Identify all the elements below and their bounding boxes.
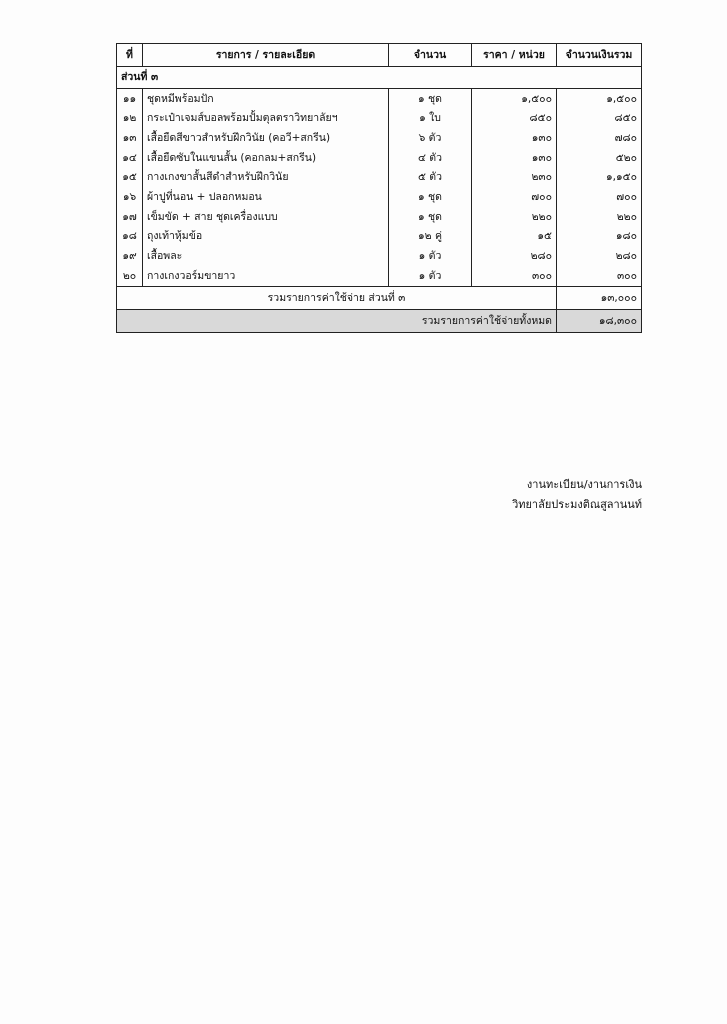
row-item: ชุดหมีพร้อมปัก: [143, 89, 389, 109]
row-item: เสื้อยืดสีขาวสำหรับฝึกวินัย (คอวี+สกรีน): [143, 128, 389, 148]
row-item: กางเกงวอร์มขายาว: [143, 266, 389, 286]
table-row: [117, 148, 642, 168]
row-price: ๓๐๐: [472, 266, 557, 286]
header-total: จำนวนเงินรวม: [557, 44, 642, 67]
row-item: กางเกงขาสั้นสีดำสำหรับฝึกวินัย: [143, 168, 389, 188]
row-no: ๑๕: [117, 168, 143, 188]
table-row: [117, 168, 642, 188]
grand-total-row: [117, 309, 642, 332]
section-total-row: [117, 286, 642, 309]
grand-total-label: รวมรายการค่าใช้จ่ายทั้งหมด: [117, 309, 557, 332]
table-row: [117, 247, 642, 267]
table-row: [117, 128, 642, 148]
signature-block: [512, 475, 642, 515]
column-header-row: [117, 44, 642, 67]
header-qty: จำนวน: [389, 44, 472, 67]
row-total: ๕๒๐: [557, 148, 642, 168]
section-label: ส่วนที่ ๓: [117, 67, 642, 89]
row-item: เสื้อพละ: [143, 247, 389, 267]
row-no: ๑๓: [117, 128, 143, 148]
row-item: ผ้าปูที่นอน + ปลอกหมอน: [143, 187, 389, 207]
row-qty: ๑ ชุด: [389, 187, 472, 207]
section-header-row: [117, 67, 642, 89]
row-total: ๒๒๐: [557, 207, 642, 227]
row-qty: ๖ ตัว: [389, 128, 472, 148]
grand-total-value: ๑๘,๓๐๐: [557, 309, 642, 332]
row-no: ๑๘: [117, 227, 143, 247]
row-no: ๑๗: [117, 207, 143, 227]
row-price: ๑๕: [472, 227, 557, 247]
row-total: ๑๘๐: [557, 227, 642, 247]
row-item: เสื้อยืดซับในแขนสั้น (คอกลม+สกรีน): [143, 148, 389, 168]
row-total: ๓๐๐: [557, 266, 642, 286]
section-total-value: ๑๓,๐๐๐: [557, 286, 642, 309]
row-qty: ๑ ชุด: [389, 89, 472, 109]
row-item: กระเป๋าเจมส์บอลพร้อมปั้มตุลตราวิทยาลัยฯ: [143, 109, 389, 129]
row-total: ๘๕๐: [557, 109, 642, 129]
row-no: ๑๒: [117, 109, 143, 129]
item-rows: [117, 89, 642, 287]
row-price: ๒๘๐: [472, 247, 557, 267]
table-row: [117, 187, 642, 207]
row-no: ๑๖: [117, 187, 143, 207]
table-row: [117, 89, 642, 109]
row-item: เข็มขัด + สาย ชุดเครื่องแบบ: [143, 207, 389, 227]
row-no: ๑๙: [117, 247, 143, 267]
row-price: ๑,๕๐๐: [472, 89, 557, 109]
header-no: ที่: [117, 44, 143, 67]
row-total: ๗๘๐: [557, 128, 642, 148]
row-price: ๘๕๐: [472, 109, 557, 129]
row-qty: ๕ ตัว: [389, 168, 472, 188]
row-total: ๑,๕๐๐: [557, 89, 642, 109]
row-qty: ๑๒ คู่: [389, 227, 472, 247]
header-item: รายการ / รายละเอียด: [143, 44, 389, 67]
row-qty: ๑ ตัว: [389, 266, 472, 286]
table-row: [117, 207, 642, 227]
table-row: [117, 109, 642, 129]
row-total: ๒๘๐: [557, 247, 642, 267]
row-price: ๒๒๐: [472, 207, 557, 227]
row-price: ๗๐๐: [472, 187, 557, 207]
row-qty: ๔ ตัว: [389, 148, 472, 168]
table-row: [117, 266, 642, 286]
row-no: ๒๐: [117, 266, 143, 286]
institution-name: วิทยาลัยประมงติณสูลานนท์: [512, 498, 642, 511]
row-no: ๑๑: [117, 89, 143, 109]
section-total-label: รวมรายการค่าใช้จ่าย ส่วนที่ ๓: [117, 286, 557, 309]
row-price: ๑๓๐: [472, 128, 557, 148]
header-price: ราคา / หน่วย: [472, 44, 557, 67]
row-no: ๑๔: [117, 148, 143, 168]
row-total: ๑,๑๕๐: [557, 168, 642, 188]
row-qty: ๑ ใบ: [389, 109, 472, 129]
row-total: ๗๐๐: [557, 187, 642, 207]
row-item: ถุงเท้าหุ้มข้อ: [143, 227, 389, 247]
row-qty: ๑ ตัว: [389, 247, 472, 267]
row-qty: ๑ ชุด: [389, 207, 472, 227]
table-row: [117, 227, 642, 247]
row-price: ๒๓๐: [472, 168, 557, 188]
expense-table: [116, 43, 642, 333]
department-name: งานทะเบียน/งานการเงิน: [526, 478, 642, 491]
row-price: ๑๓๐: [472, 148, 557, 168]
